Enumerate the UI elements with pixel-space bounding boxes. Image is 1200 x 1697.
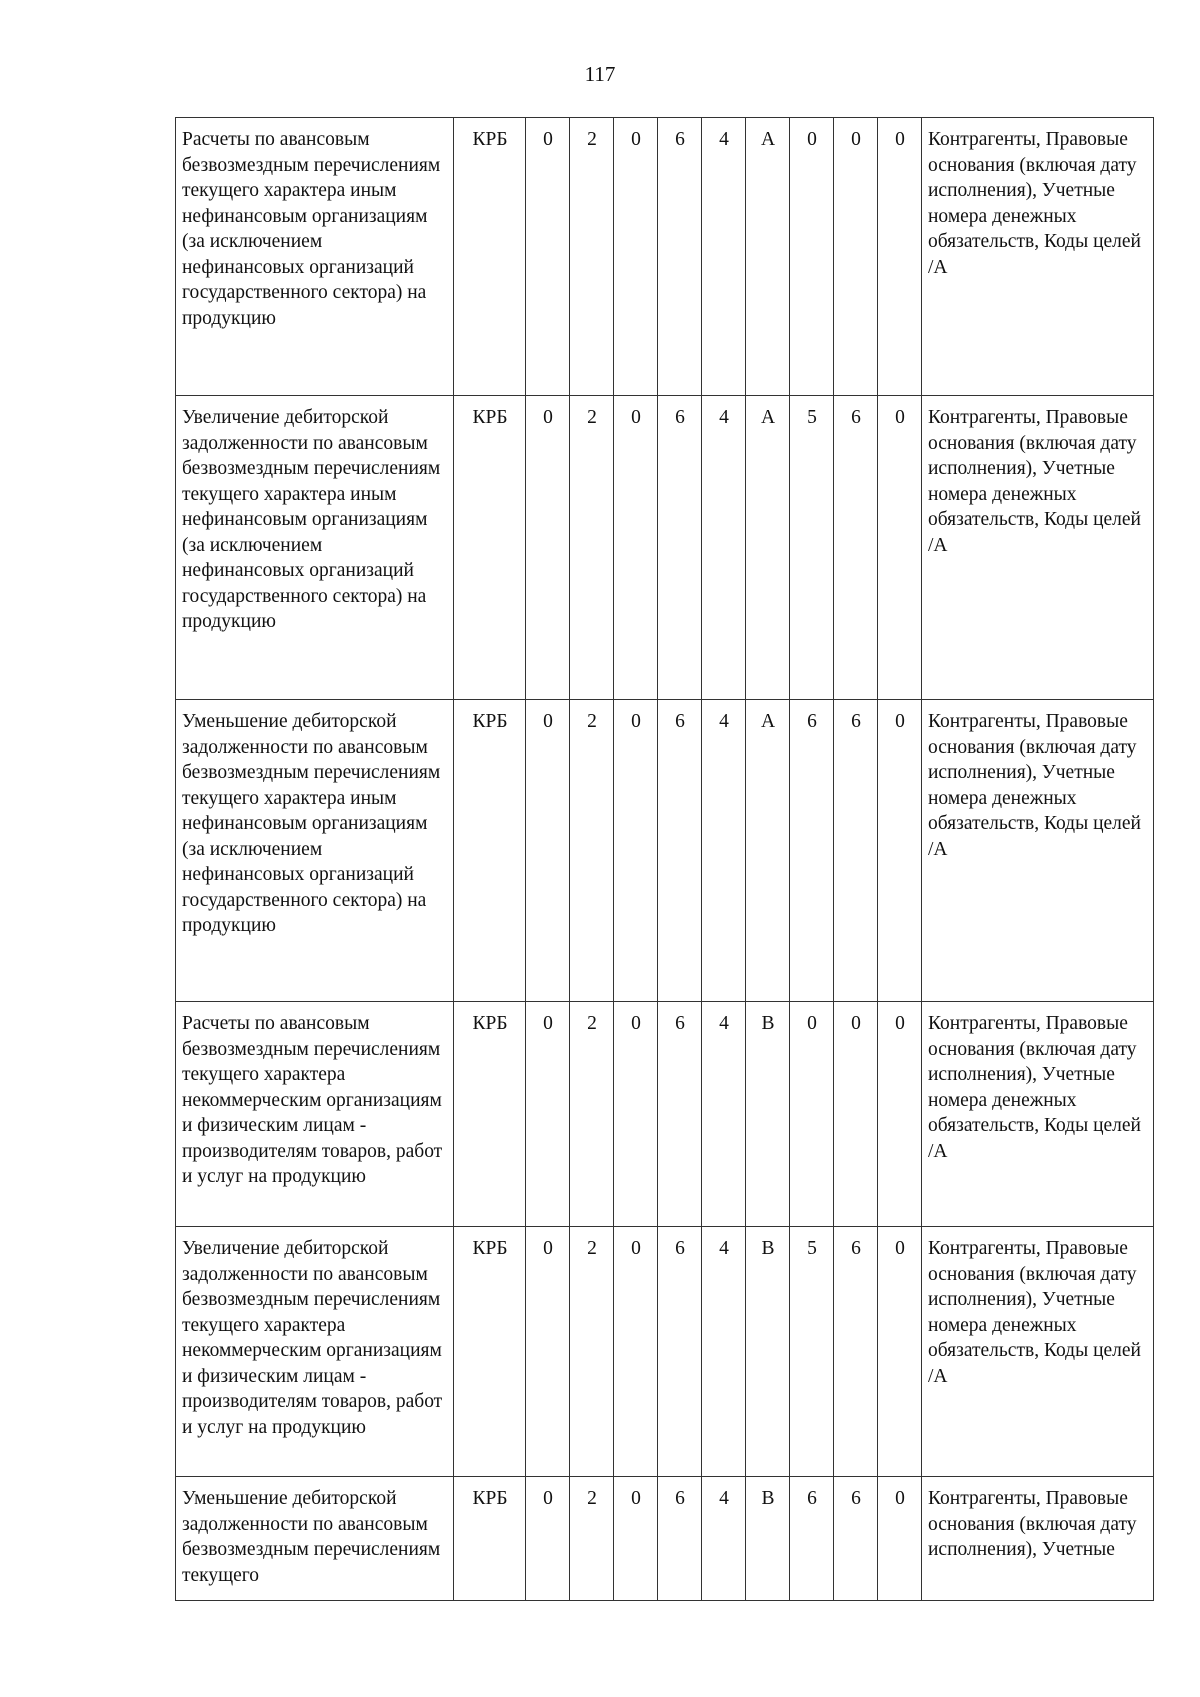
table-row [176,700,1154,1002]
code-digit: 0 [526,396,570,700]
code-digit: А [746,118,790,396]
source-code: КРБ [454,396,526,700]
code-digit: 5 [790,1227,834,1477]
code-digit: 6 [834,1227,878,1477]
account-description: Увеличение дебиторской задолженности по авансовым безвозмездным перечислениям текущего характера некоммерческим организациям и физическим лицам - производителям товаров, работ и услуг на продукцию [176,1227,454,1477]
analytics-description: Контрагенты, Правовые основания (включая дату исполнения), Учетные номера денежных обязательств, Коды целей /А [922,1002,1154,1227]
code-digit: 2 [570,1002,614,1227]
code-digit: 0 [878,1477,922,1601]
account-description: Уменьшение дебиторской задолженности по авансовым безвозмездным перечислениям текущего характера иным нефинансовым организациям (за исключением нефинансовых организаций государственного сектора) на продукцию [176,700,454,1002]
code-digit: 0 [614,1227,658,1477]
code-digit: 4 [702,1477,746,1601]
code-digit: 2 [570,1477,614,1601]
code-digit: 4 [702,1227,746,1477]
code-digit: В [746,1002,790,1227]
table-row [176,1002,1154,1227]
code-digit: 6 [658,1227,702,1477]
code-digit: 5 [790,396,834,700]
code-digit: 0 [614,700,658,1002]
code-digit: В [746,1477,790,1601]
account-description: Уменьшение дебиторской задолженности по авансовым безвозмездным перечислениям текущего [176,1477,454,1601]
code-digit: 4 [702,396,746,700]
code-digit: 0 [878,1002,922,1227]
account-description: Расчеты по авансовым безвозмездным перечислениям текущего характера некоммерческим организациям и физическим лицам - производителям товаров, работ и услуг на продукцию [176,1002,454,1227]
code-digit: 0 [790,118,834,396]
code-digit: 0 [878,396,922,700]
code-digit: 0 [790,1002,834,1227]
code-digit: В [746,1227,790,1477]
table-row [176,118,1154,396]
code-digit: 6 [658,118,702,396]
accounts-table [175,117,1154,1601]
code-digit: 6 [658,700,702,1002]
account-description: Увеличение дебиторской задолженности по авансовым безвозмездным перечислениям текущего характера иным нефинансовым организациям (за исключением нефинансовых организаций государственного сектора) на продукцию [176,396,454,700]
account-description: Расчеты по авансовым безвозмездным перечислениям текущего характера иным нефинансовым организациям (за исключением нефинансовых организаций государственного сектора) на продукцию [176,118,454,396]
source-code: КРБ [454,118,526,396]
code-digit: 4 [702,1002,746,1227]
code-digit: 4 [702,700,746,1002]
analytics-description: Контрагенты, Правовые основания (включая дату исполнения), Учетные номера денежных обязательств, Коды целей /А [922,396,1154,700]
code-digit: 6 [790,700,834,1002]
code-digit: 0 [526,1002,570,1227]
code-digit: 6 [658,396,702,700]
code-digit: А [746,396,790,700]
code-digit: 4 [702,118,746,396]
page-number: 117 [584,62,616,86]
code-digit: 6 [834,700,878,1002]
code-digit: 0 [526,700,570,1002]
analytics-description: Контрагенты, Правовые основания (включая дату исполнения), Учетные [922,1477,1154,1601]
code-digit: 0 [834,1002,878,1227]
code-digit: 2 [570,1227,614,1477]
code-digit: 2 [570,396,614,700]
analytics-description: Контрагенты, Правовые основания (включая дату исполнения), Учетные номера денежных обязательств, Коды целей /А [922,118,1154,396]
code-digit: 0 [614,396,658,700]
source-code: КРБ [454,1227,526,1477]
code-digit: 0 [526,118,570,396]
code-digit: 0 [878,700,922,1002]
code-digit: 0 [614,1477,658,1601]
table-row [176,396,1154,700]
code-digit: 0 [526,1477,570,1601]
code-digit: 0 [878,118,922,396]
source-code: КРБ [454,1477,526,1601]
table-row [176,1227,1154,1477]
code-digit: 6 [658,1477,702,1601]
analytics-description: Контрагенты, Правовые основания (включая дату исполнения), Учетные номера денежных обязательств, Коды целей /А [922,1227,1154,1477]
source-code: КРБ [454,700,526,1002]
code-digit: 2 [570,118,614,396]
code-digit: 0 [834,118,878,396]
code-digit: 6 [658,1002,702,1227]
code-digit: 0 [526,1227,570,1477]
source-code: КРБ [454,1002,526,1227]
table-row [176,1477,1154,1601]
code-digit: 6 [834,1477,878,1601]
code-digit: А [746,700,790,1002]
code-digit: 0 [878,1227,922,1477]
code-digit: 0 [614,118,658,396]
code-digit: 2 [570,700,614,1002]
code-digit: 6 [790,1477,834,1601]
code-digit: 0 [614,1002,658,1227]
code-digit: 6 [834,396,878,700]
analytics-description: Контрагенты, Правовые основания (включая дату исполнения), Учетные номера денежных обязательств, Коды целей /А [922,700,1154,1002]
